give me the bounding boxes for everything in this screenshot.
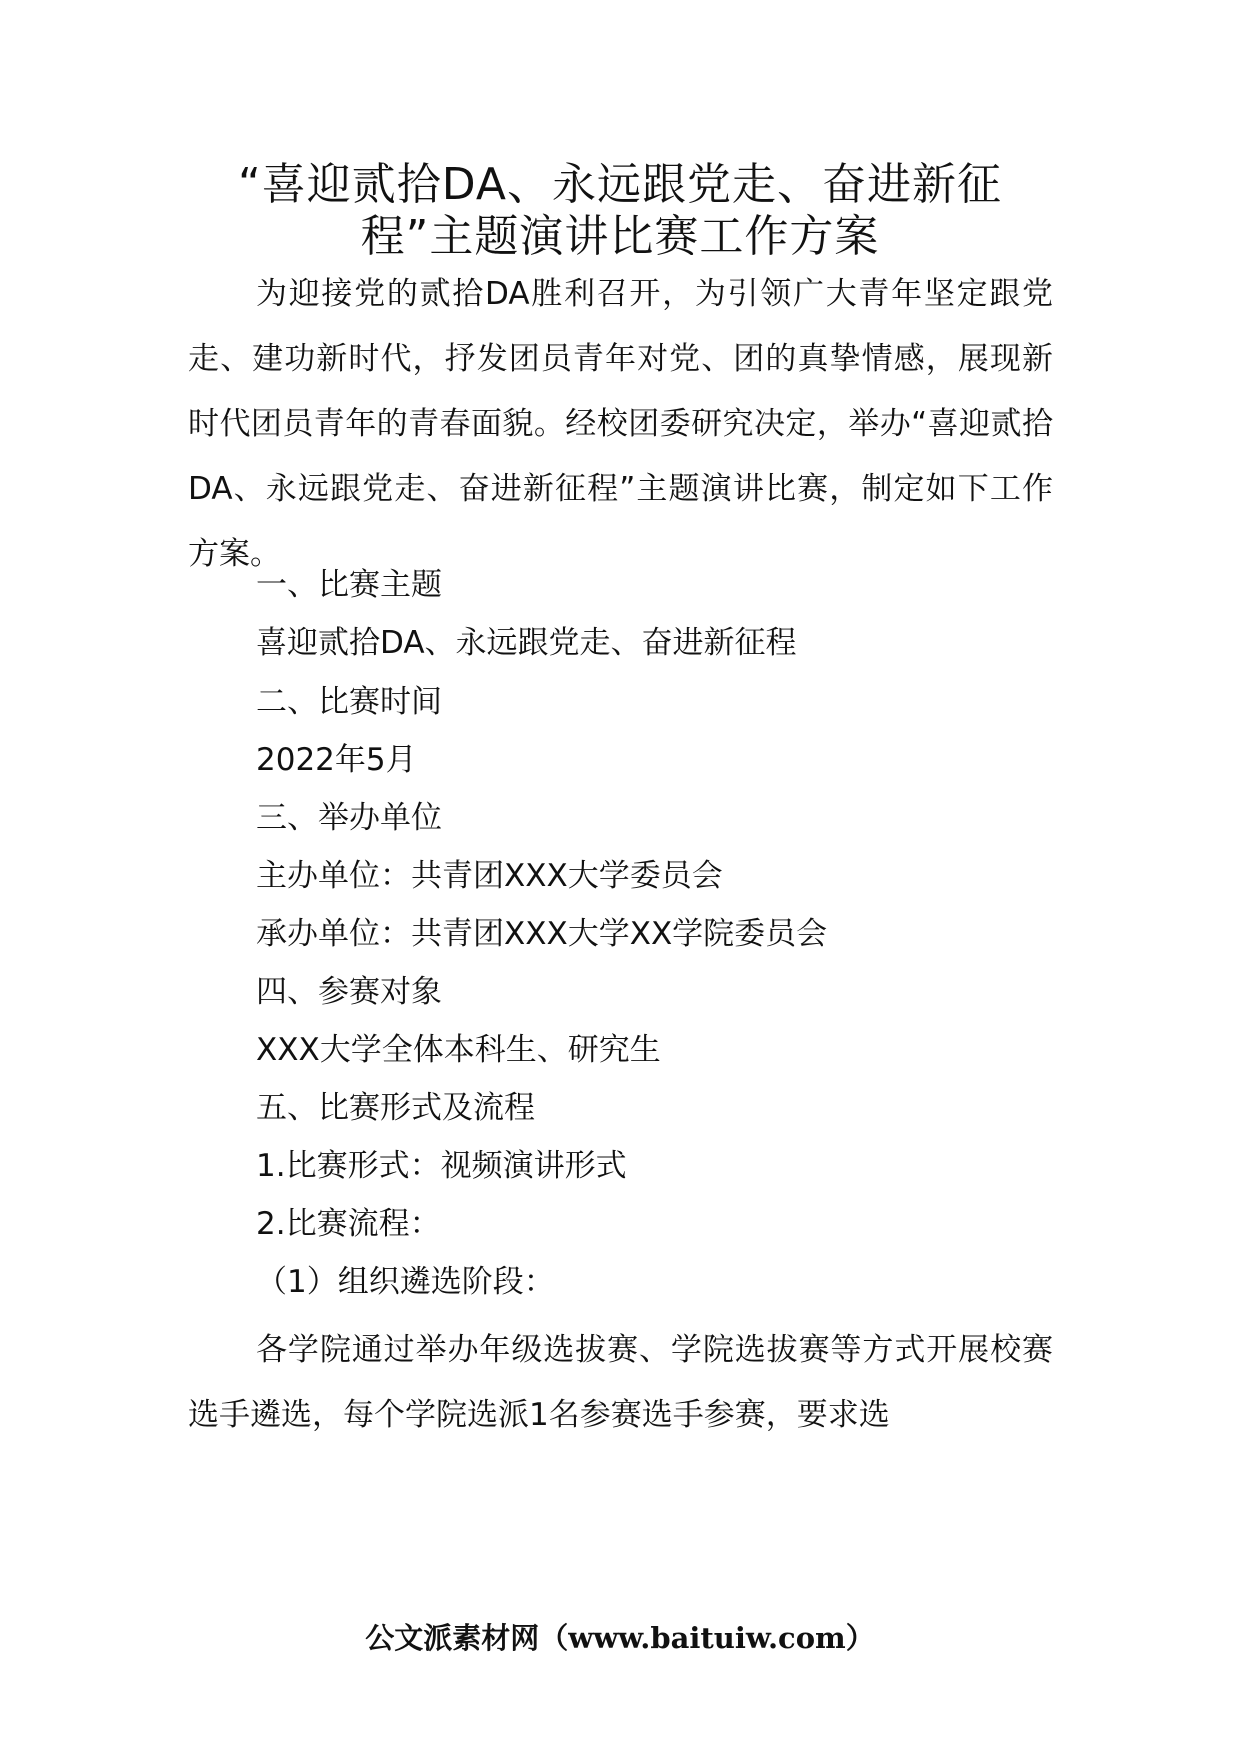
section-text-theme: 喜迎贰拾DA、永远跟党走、奋进新征程 — [256, 625, 797, 661]
section-heading-participants: 四、参赛对象 — [256, 974, 442, 1010]
section-text-stage1: （1）组织遴选阶段： — [256, 1264, 555, 1300]
section-text-organizer: 承办单位：共青团XXX大学XX学院委员会 — [256, 916, 828, 952]
section-text-process: 2.比赛流程： — [256, 1206, 441, 1242]
section-heading-theme: 一、比赛主题 — [256, 567, 442, 603]
document-title-line-1: “喜迎贰拾DA、永远跟党走、奋进新征 — [237, 159, 1002, 210]
section-text-participants: XXX大学全体本科生、研究生 — [256, 1032, 661, 1068]
section-heading-organizers: 三、举办单位 — [256, 800, 442, 836]
section-text-time: 2022年5月 — [256, 742, 417, 778]
section-text-format: 1.比赛形式：视频演讲形式 — [256, 1148, 627, 1184]
document-title-line-2: 程”主题演讲比赛工作方案 — [360, 211, 880, 262]
stage1-paragraph: 各学院通过举办年级选拔赛、学院选拔赛等方式开展校赛选手遴选，每个学院选派1名参赛选手参赛，要求选 — [188, 1332, 1053, 1433]
section-heading-time: 二、比赛时间 — [256, 684, 442, 720]
section-text-host: 主办单位：共青团XXX大学委员会 — [256, 858, 723, 894]
footer-watermark: 公文派素材网（www.baituiw.com） — [365, 1621, 875, 1655]
intro-paragraph: 为迎接党的贰拾DA胜利召开，为引领广大青年坚定跟党走、建功新时代，抒发团员青年对党、团的真挚情感，展现新时代团员青年的青春面貌。经校团委研究决定，举办“喜迎贰拾DA、永远跟党走、奋进新征程”主题演讲比赛，制定如下工作方案。 — [188, 276, 1053, 572]
section-heading-format: 五、比赛形式及流程 — [256, 1090, 535, 1126]
